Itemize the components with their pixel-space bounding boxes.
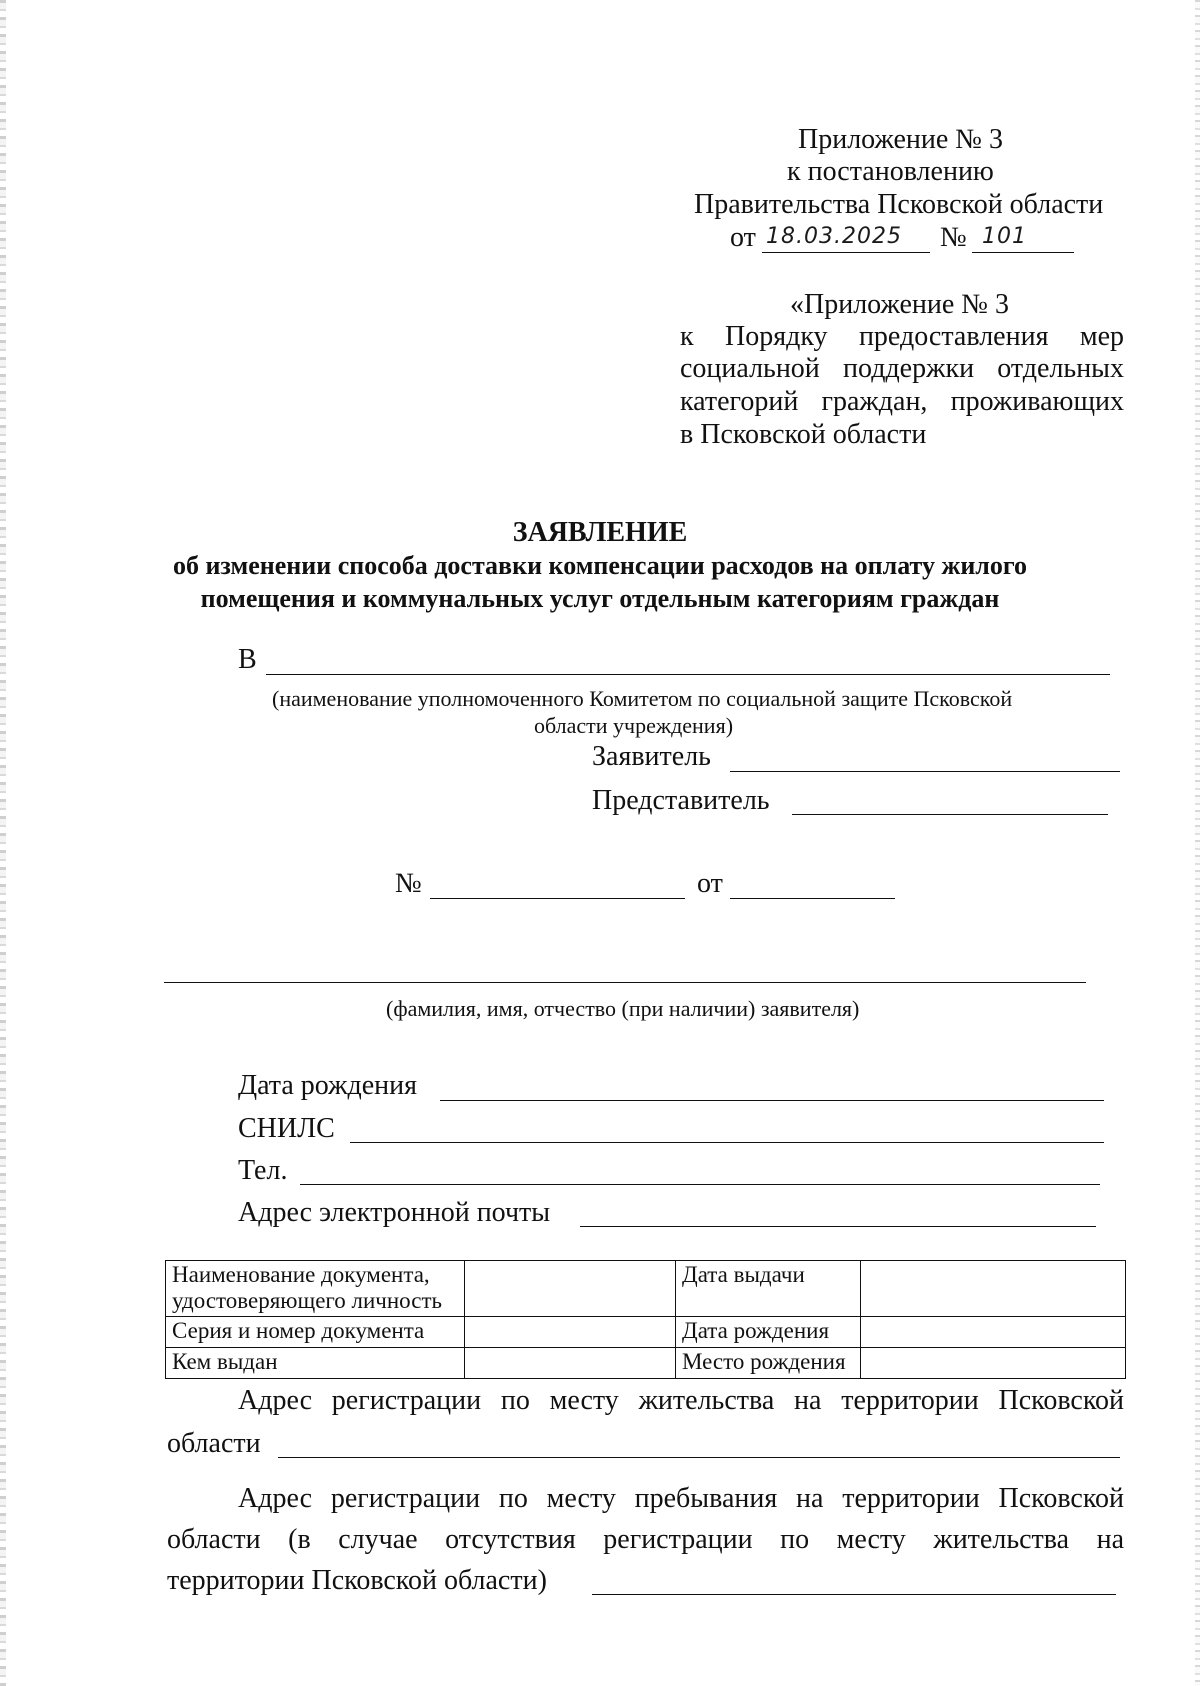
representative-label: Представитель: [592, 785, 770, 816]
registration-number-line[interactable]: [430, 898, 685, 899]
applicant-field-line[interactable]: [730, 771, 1120, 772]
table-cell-label: Наименование документа, удостоверяющего личность: [166, 1261, 465, 1317]
residence-address-line-2: области: [167, 1428, 261, 1459]
stay-address-line-2: области (в случае отсутствия регистрации по месту жительства на: [167, 1524, 1124, 1555]
registration-date-line[interactable]: [730, 898, 895, 899]
document-title: ЗАЯВЛЕНИЕ: [512, 517, 688, 548]
representative-field-line[interactable]: [792, 814, 1108, 815]
addressee-field-line[interactable]: [266, 674, 1110, 675]
identity-document-table: [165, 1260, 1126, 1379]
header-number-underline: [972, 252, 1074, 253]
table-cell-value[interactable]: [861, 1348, 1126, 1379]
residence-address-line-1: Адрес регистрации по месту жительства на территории Псковской: [238, 1385, 1124, 1416]
birth-date-label: Дата рождения: [238, 1070, 417, 1101]
addressee-prefix: В: [238, 644, 257, 675]
table-cell-label: Серия и номер документа: [166, 1317, 465, 1348]
document-subtitle-line-2: помещения и коммунальных услуг отдельным категориям граждан: [200, 584, 1000, 613]
stay-address-line-3: территории Псковской области): [167, 1565, 547, 1596]
table-cell-value[interactable]: [465, 1348, 676, 1379]
phone-label: Тел.: [238, 1155, 288, 1186]
document-subtitle-line-1: об изменении способа доставки компенсации расходов на оплату жилого: [172, 551, 1028, 580]
subheader-line-1: к Порядку предоставления мер: [680, 321, 1124, 352]
birth-date-field-line[interactable]: [440, 1100, 1104, 1101]
header-date-underline: [762, 252, 930, 253]
table-row: [166, 1317, 1126, 1348]
table-cell-value[interactable]: [465, 1317, 676, 1348]
header-to-resolution: к постановлению: [787, 156, 994, 187]
addressee-hint-line-2: области учреждения): [534, 713, 734, 738]
header-number-value: 101: [982, 224, 1027, 249]
table-cell-label: Место рождения: [676, 1348, 861, 1379]
fio-hint: (фамилия, имя, отчество (при наличии) заявителя): [386, 996, 860, 1021]
table-cell-value[interactable]: [465, 1261, 676, 1317]
header-appendix: Приложение № 3: [798, 124, 1003, 155]
stay-address-field-line[interactable]: [592, 1594, 1116, 1595]
header-date-prefix: от: [730, 222, 756, 253]
addressee-hint-line-1: (наименование уполномоченного Комитетом по социальной защите Псковской: [272, 686, 1013, 711]
snils-field-line[interactable]: [350, 1142, 1104, 1143]
table-row: [166, 1261, 1126, 1317]
table-cell-value[interactable]: [861, 1317, 1126, 1348]
subheader-line-4: в Псковской области: [680, 419, 927, 450]
table-cell-value[interactable]: [861, 1261, 1126, 1317]
stay-address-line-1: Адрес регистрации по месту пребывания на территории Псковской: [238, 1483, 1124, 1514]
table-row: [166, 1348, 1126, 1379]
registration-from-label: от: [697, 868, 723, 899]
table-cell-label: Дата рождения: [676, 1317, 861, 1348]
registration-number-label: №: [395, 868, 422, 899]
subheader-appendix: «Приложение № 3: [790, 289, 1009, 320]
scan-edge-right: [1195, 0, 1200, 1686]
header-government: Правительства Псковской области: [694, 189, 1104, 220]
email-field-line[interactable]: [580, 1226, 1096, 1227]
residence-address-field-line[interactable]: [278, 1457, 1120, 1458]
scan-edge-left: [0, 0, 6, 1686]
subheader-line-3: категорий граждан, проживающих: [680, 386, 1124, 417]
phone-field-line[interactable]: [300, 1184, 1100, 1185]
header-number-prefix: №: [940, 222, 967, 253]
email-label: Адрес электронной почты: [238, 1197, 551, 1228]
header-date-value: 18.03.2025: [766, 224, 902, 249]
snils-label: СНИЛС: [238, 1113, 335, 1144]
applicant-label: Заявитель: [592, 741, 711, 772]
fio-field-line[interactable]: [164, 982, 1086, 983]
subheader-line-2: социальной поддержки отдельных: [680, 353, 1124, 384]
table-cell-label: Кем выдан: [166, 1348, 465, 1379]
table-cell-label: Дата выдачи: [676, 1261, 861, 1317]
